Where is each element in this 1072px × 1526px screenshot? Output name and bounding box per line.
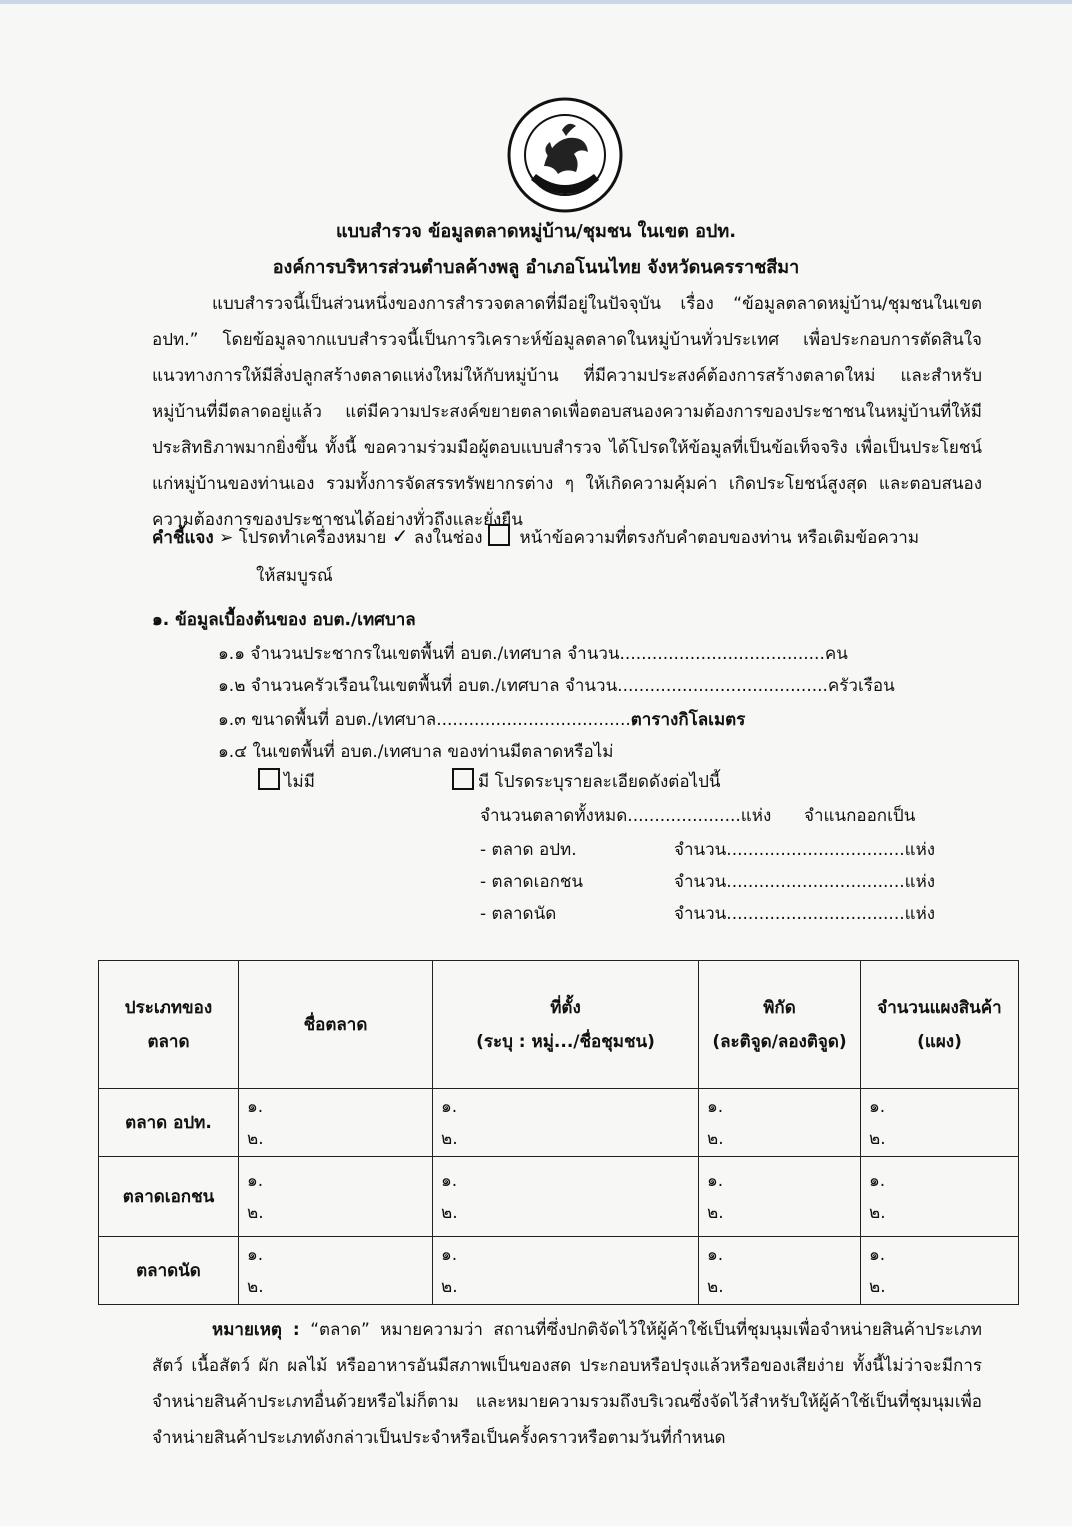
instruction-text-a: โปรดทำเครื่องหมาย (238, 528, 387, 548)
cell-coord[interactable] (699, 1157, 861, 1237)
option-no[interactable] (258, 768, 315, 795)
cell-stalls[interactable] (861, 1237, 1019, 1305)
note-label: หมายเหตุ : (212, 1320, 300, 1340)
question-area-unit: ตารางกิโลเมตร (630, 710, 746, 730)
header-stalls-1: จำนวนแผงสินค้า (877, 997, 1002, 1018)
section1-heading: ๑. ข้อมูลเบื้องต้นของ อบต./เทศบาล (152, 610, 416, 630)
survey-title: แบบสำรวจ ข้อมูลตลาดหมู่บ้าน/ชุมชน ในเขต อปท. (335, 221, 737, 242)
sub-count-private[interactable]: จำนวน.................................แห่ง (674, 872, 936, 892)
cell-num-2: ๒. (869, 1202, 886, 1223)
organization-title: องค์การบริหารส่วนตำบลค้างพลู อำเภอโนนไทย จังหวัดนครราชสีมา (272, 257, 800, 278)
sub-count-flea[interactable]: จำนวน.................................แห่ง (674, 904, 936, 924)
table-row (99, 1237, 1019, 1305)
header-coord-1: พิกัด (763, 997, 796, 1018)
cell-num-1: ๑. (869, 1096, 886, 1117)
header-stalls (861, 961, 1019, 1089)
cell-location[interactable] (433, 1089, 699, 1157)
cell-name[interactable] (239, 1089, 433, 1157)
instruction-line (152, 524, 919, 551)
cell-num-1: ๑. (707, 1096, 724, 1117)
note-text: “ตลาด” หมายความว่า สถานที่ซึ่งปกติจัดไว้ให้ผู้ค้าใช้เป็นที่ชุมนุมเพื่อจำหน่ายสินค้าประเภทสัตว์ เนื้อสัตว์ ผัก ผลไม้ หรืออาหารอันมีสภาพเป็นของสด ประกอบหรือปรุงแล้วหรือของเสียง่าย ทั้งนี้ไม่ว่าจะมีการจำหน่ายสินค้าประเภทอื่นด้วยหรือไม่ก็ตาม และหมายความรวมถึงบริเวณซึ่งจัดไว้สำหรับให้ผู้ค้าใช้เป็นที่ชุมนุมเพื่อจำหน่ายสินค้าประเภทดังกล่าวเป็นประจำหรือเป็นครั้งคราวหรือตามวันที่กำหนด (152, 1320, 982, 1448)
cell-num-2: ๒. (441, 1276, 458, 1297)
option-yes[interactable] (452, 768, 721, 795)
header-location-1: ที่ตั้ง (550, 997, 581, 1018)
classified-label: จำแนกออกเป็น (804, 806, 916, 826)
instruction-text-c: หน้าข้อความที่ตรงกับคำตอบของท่าน หรือเติมข้อความ (519, 528, 920, 548)
cell-num-2: ๒. (441, 1128, 458, 1149)
table-header-row (99, 961, 1019, 1089)
cell-num-2: ๒. (247, 1276, 264, 1297)
cell-num-1: ๑. (441, 1170, 458, 1191)
cell-num-2: ๒. (707, 1202, 724, 1223)
option-yes-label: มี โปรดระบุรายละเอียดดังต่อไปนี้ (478, 772, 721, 792)
cell-num-2: ๒. (707, 1128, 724, 1149)
cell-num-2: ๒. (441, 1202, 458, 1223)
cell-num-1: ๑. (247, 1244, 264, 1265)
cell-stalls[interactable] (861, 1157, 1019, 1237)
cell-coord[interactable] (699, 1237, 861, 1305)
arrow-icon: ➢ (219, 528, 234, 548)
cell-stalls[interactable] (861, 1089, 1019, 1157)
table-row (99, 1157, 1019, 1237)
header-coord (699, 961, 861, 1089)
scan-edge (0, 0, 1072, 4)
checkbox-no[interactable] (258, 768, 280, 790)
cell-name[interactable] (239, 1237, 433, 1305)
cell-location[interactable] (433, 1157, 699, 1237)
note-paragraph (152, 1312, 982, 1456)
cell-num-2: ๒. (869, 1128, 886, 1149)
market-table (98, 960, 1019, 1305)
checkmark-icon: ✓ (391, 524, 409, 548)
header-type: ประเภทของตลาด (99, 961, 239, 1089)
cell-num-1: ๑. (441, 1096, 458, 1117)
cell-num-1: ๑. (247, 1170, 264, 1191)
intro-paragraph: แบบสำรวจนี้เป็นส่วนหนึ่งของการสำรวจตลาดที่มีอยู่ในปัจจุบัน เรื่อง “ข้อมูลตลาดหมู่บ้าน/ชุมชนในเขต อปท.” โดยข้อมูลจากแบบสำรวจนี้เป็นการวิเคราะห์ข้อมูลตลาดในหมู่บ้านทั่วประเทศ เพื่อประกอบการตัดสินใจแนวทางการให้มีสิ่งปลูกสร้างตลาดแห่งใหม่ให้กับหมู่บ้าน ที่มีความประสงค์ต้องการสร้างตลาดใหม่ และสำหรับหมู่บ้านที่มีตลาดอยู่แล้ว แต่มีความประสงค์ขยายตลาดเพื่อตอบสนองความต้องการของประชาชนในหมู่บ้านที่ให้มีประสิทธิภาพมากยิ่งขึ้น ทั้งนี้ ขอความร่วมมือผู้ตอบแบบสำรวจ ได้โปรดให้ข้อมูลที่เป็นข้อเท็จจริง เพื่อเป็นประโยชน์แก่หมู่บ้านของท่านเอง รวมทั้งการจัดสรรทรัพยากรต่าง ๆ ให้เกิดความคุ้มค่า เกิดประโยชน์สูงสุด และตอบสนองความต้องการของประชาชนได้อย่างทั่วถึงและยั่งยืน (152, 294, 982, 530)
question-households: ๑.๒ จำนวนครัวเรือนในเขตพื้นที่ อบต./เทศบาล จำนวน.......................................ครัวเรือน (218, 676, 895, 696)
row-label-private: ตลาดเอกชน (99, 1157, 239, 1237)
row-label-flea: ตลาดนัด (99, 1237, 239, 1305)
table-row (99, 1089, 1019, 1157)
question-population: ๑.๑ จำนวนประชากรในเขตพื้นที่ อบต./เทศบาล จำนวน......................................คน (218, 644, 848, 664)
dla-seal-logo (506, 96, 624, 214)
cell-num-1: ๑. (869, 1170, 886, 1191)
cell-num-2: ๒. (247, 1128, 264, 1149)
instruction-text-d: ให้สมบูรณ์ (256, 566, 333, 586)
question-has-market: ๑.๔ ในเขตพื้นที่ อบต./เทศบาล ของท่านมีตลาดหรือไม่ (218, 742, 614, 762)
header-coord-2: (ละติจูด/ลองติจูด) (712, 1031, 847, 1052)
header-location (433, 961, 699, 1089)
sub-label-flea: - ตลาดนัด (480, 904, 557, 924)
total-markets[interactable]: จำนวนตลาดทั้งหมด.....................แห่ง (480, 806, 772, 826)
header-name: ชื่อตลาด (239, 961, 433, 1089)
cell-num-1: ๑. (441, 1244, 458, 1265)
cell-coord[interactable] (699, 1089, 861, 1157)
cell-location[interactable] (433, 1237, 699, 1305)
instruction-label: คำชี้แจง (152, 528, 214, 548)
sub-count-local[interactable]: จำนวน.................................แห่ง (674, 840, 936, 860)
cell-num-1: ๑. (707, 1244, 724, 1265)
header-location-2: (ระบุ : หมู่.../ชื่อชุมชน) (476, 1031, 655, 1052)
cell-num-1: ๑. (869, 1244, 886, 1265)
checkbox-example-icon (488, 524, 510, 546)
cell-name[interactable] (239, 1157, 433, 1237)
option-no-label: ไม่มี (284, 772, 315, 792)
question-area-text: ๑.๓ ขนาดพื้นที่ อบต./เทศบาล.................................... (218, 710, 631, 730)
cell-num-2: ๒. (707, 1276, 724, 1297)
question-area (218, 706, 745, 733)
header-stalls-2: (แผง) (917, 1031, 962, 1052)
checkbox-yes[interactable] (452, 768, 474, 790)
cell-num-1: ๑. (247, 1096, 264, 1117)
cell-num-2: ๒. (869, 1276, 886, 1297)
instruction-text-b: ลงในช่อง (413, 528, 483, 548)
row-label-local: ตลาด อปท. (99, 1089, 239, 1157)
sub-label-private: - ตลาดเอกชน (480, 872, 584, 892)
cell-num-2: ๒. (247, 1202, 264, 1223)
cell-num-1: ๑. (707, 1170, 724, 1191)
sub-label-local: - ตลาด อปท. (480, 840, 577, 860)
